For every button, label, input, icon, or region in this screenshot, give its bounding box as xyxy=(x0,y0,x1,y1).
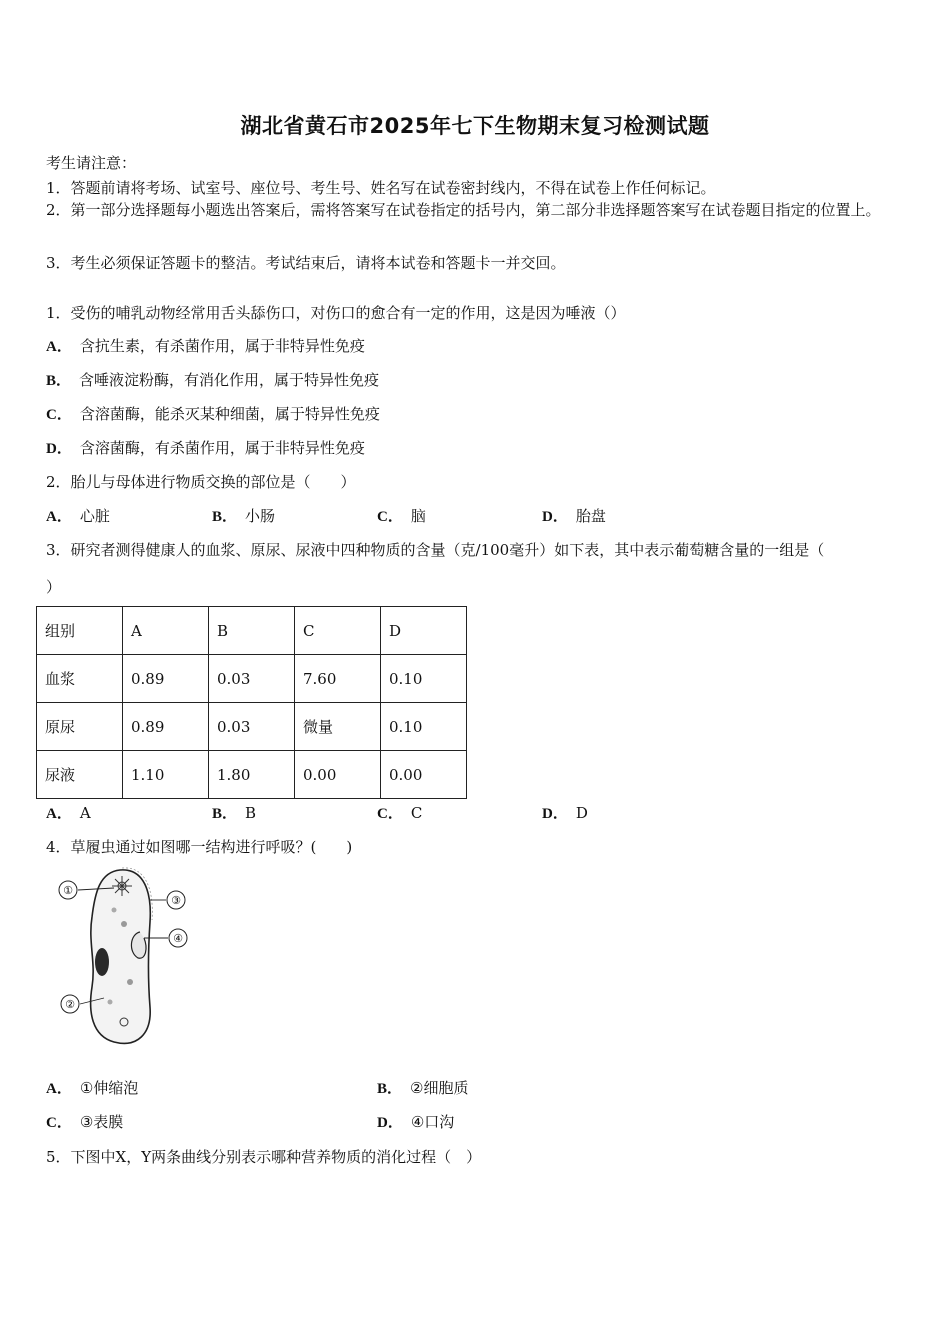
question-option[interactable] xyxy=(46,1077,138,1098)
table-cell: 0.10 xyxy=(381,703,467,751)
table-cell: 1.80 xyxy=(209,751,295,799)
table-cell: 1.10 xyxy=(123,751,209,799)
question-stem: 1．受伤的哺乳动物经常用舌头舔伤口，对伤口的愈合有一定的作用，这是因为唾液（） xyxy=(46,304,626,322)
table-row xyxy=(37,703,467,751)
option-text: B xyxy=(245,804,257,822)
option-letter: C． xyxy=(377,806,403,822)
option-text: ②细胞质 xyxy=(410,1079,469,1097)
notice-heading: 考生请注意： xyxy=(46,154,137,172)
question-option[interactable] xyxy=(212,505,275,526)
notice-item: 2．第一部分选择题每小题选出答案后，需将答案写在试卷指定的括号内，第二部分非选择题答案写在试卷题目指定的位置上。 xyxy=(46,201,881,219)
question-option[interactable] xyxy=(46,1111,123,1132)
option-text: 含溶菌酶，能杀灭某种细菌，属于特异性免疫 xyxy=(79,405,380,423)
option-letter: B． xyxy=(212,806,238,822)
option-letter: A． xyxy=(46,1081,72,1097)
option-letter: A． xyxy=(46,339,72,355)
option-text: 小肠 xyxy=(245,507,276,525)
question-stem-continued: ） xyxy=(46,578,62,596)
option-letter: B． xyxy=(212,509,238,525)
option-letter: D． xyxy=(377,1115,403,1131)
option-text: ④口沟 xyxy=(410,1113,455,1131)
option-letter: B． xyxy=(46,373,72,389)
page-title: 湖北省黄石市2025年七下生物期末复习检测试题 xyxy=(240,114,710,138)
question-option[interactable] xyxy=(377,1077,468,1098)
question-option[interactable] xyxy=(46,403,380,424)
option-text: 脑 xyxy=(410,507,426,525)
table-cell: 0.03 xyxy=(209,655,295,703)
table-row xyxy=(37,655,467,703)
option-letter: A． xyxy=(46,509,72,525)
question-option[interactable] xyxy=(46,437,365,458)
option-letter: D． xyxy=(542,509,568,525)
option-letter: D． xyxy=(46,441,72,457)
table-header-cell: A xyxy=(123,607,209,655)
table-header-cell: B xyxy=(209,607,295,655)
question-stem: 3．研究者测得健康人的血浆、原尿、尿液中四种物质的含量（克/100毫升）如下表，其中表示葡萄糖含量的一组是（ xyxy=(46,541,825,559)
table-header-cell: 组别 xyxy=(37,607,123,655)
option-text: ③表膜 xyxy=(79,1113,124,1131)
table-row xyxy=(37,751,467,799)
table-cell: 血浆 xyxy=(37,655,123,703)
question-stem: 5．下图中X，Y两条曲线分别表示哪种营养物质的消化过程（ ） xyxy=(46,1148,482,1166)
question-option[interactable] xyxy=(46,335,365,356)
table-cell: 0.00 xyxy=(381,751,467,799)
table-header-row xyxy=(37,607,467,655)
question-stem: 4．草履虫通过如图哪一结构进行呼吸？( ) xyxy=(46,838,353,856)
option-letter: C． xyxy=(377,509,403,525)
option-text: 心脏 xyxy=(79,507,110,525)
question-option[interactable] xyxy=(542,505,606,526)
option-text: D xyxy=(575,804,588,822)
option-text: C xyxy=(410,804,423,822)
option-text: ①伸缩泡 xyxy=(79,1079,139,1097)
table-cell: 0.89 xyxy=(123,655,209,703)
table-cell: 0.89 xyxy=(123,703,209,751)
table-cell: 0.00 xyxy=(295,751,381,799)
option-text: A xyxy=(79,804,91,822)
paramecium-diagram xyxy=(52,862,192,1052)
question-option[interactable] xyxy=(46,505,110,526)
option-letter: C． xyxy=(46,407,72,423)
option-letter: C． xyxy=(46,1115,72,1131)
data-table xyxy=(36,606,467,799)
question-option[interactable] xyxy=(542,802,588,823)
notice-item: 1．答题前请将考场、试室号、座位号、考生号、姓名写在试卷密封线内，不得在试卷上作任何标记。 xyxy=(46,179,716,197)
question-option[interactable] xyxy=(46,369,379,390)
figure-label: ④ xyxy=(173,932,183,945)
table-cell: 尿液 xyxy=(37,751,123,799)
option-text: 含唾液淀粉酶，有消化作用，属于特异性免疫 xyxy=(79,371,380,389)
table-cell: 微量 xyxy=(295,703,381,751)
question-option[interactable] xyxy=(46,802,91,823)
table-header-cell: D xyxy=(381,607,467,655)
table-header-cell: C xyxy=(295,607,381,655)
table-cell: 0.03 xyxy=(209,703,295,751)
option-text: 含抗生素，有杀菌作用，属于非特异性免疫 xyxy=(79,337,365,355)
question-option[interactable] xyxy=(377,1111,454,1132)
option-letter: B． xyxy=(377,1081,403,1097)
option-text: 胎盘 xyxy=(575,507,606,525)
notice-item: 3．考生必须保证答题卡的整洁。考试结束后，请将本试卷和答题卡一并交回。 xyxy=(46,254,566,272)
figure-label: ① xyxy=(63,884,73,897)
option-letter: D． xyxy=(542,806,568,822)
table-cell: 7.60 xyxy=(295,655,381,703)
option-letter: A． xyxy=(46,806,72,822)
table-cell: 原尿 xyxy=(37,703,123,751)
figure-label: ② xyxy=(65,998,75,1011)
question-option[interactable] xyxy=(377,505,426,526)
question-option[interactable] xyxy=(377,802,422,823)
table-cell: 0.10 xyxy=(381,655,467,703)
question-stem: 2．胎儿与母体进行物质交换的部位是（ ） xyxy=(46,473,356,491)
option-text: 含溶菌酶，有杀菌作用，属于非特异性免疫 xyxy=(79,439,365,457)
question-option[interactable] xyxy=(212,802,256,823)
figure-label: ③ xyxy=(171,894,181,907)
